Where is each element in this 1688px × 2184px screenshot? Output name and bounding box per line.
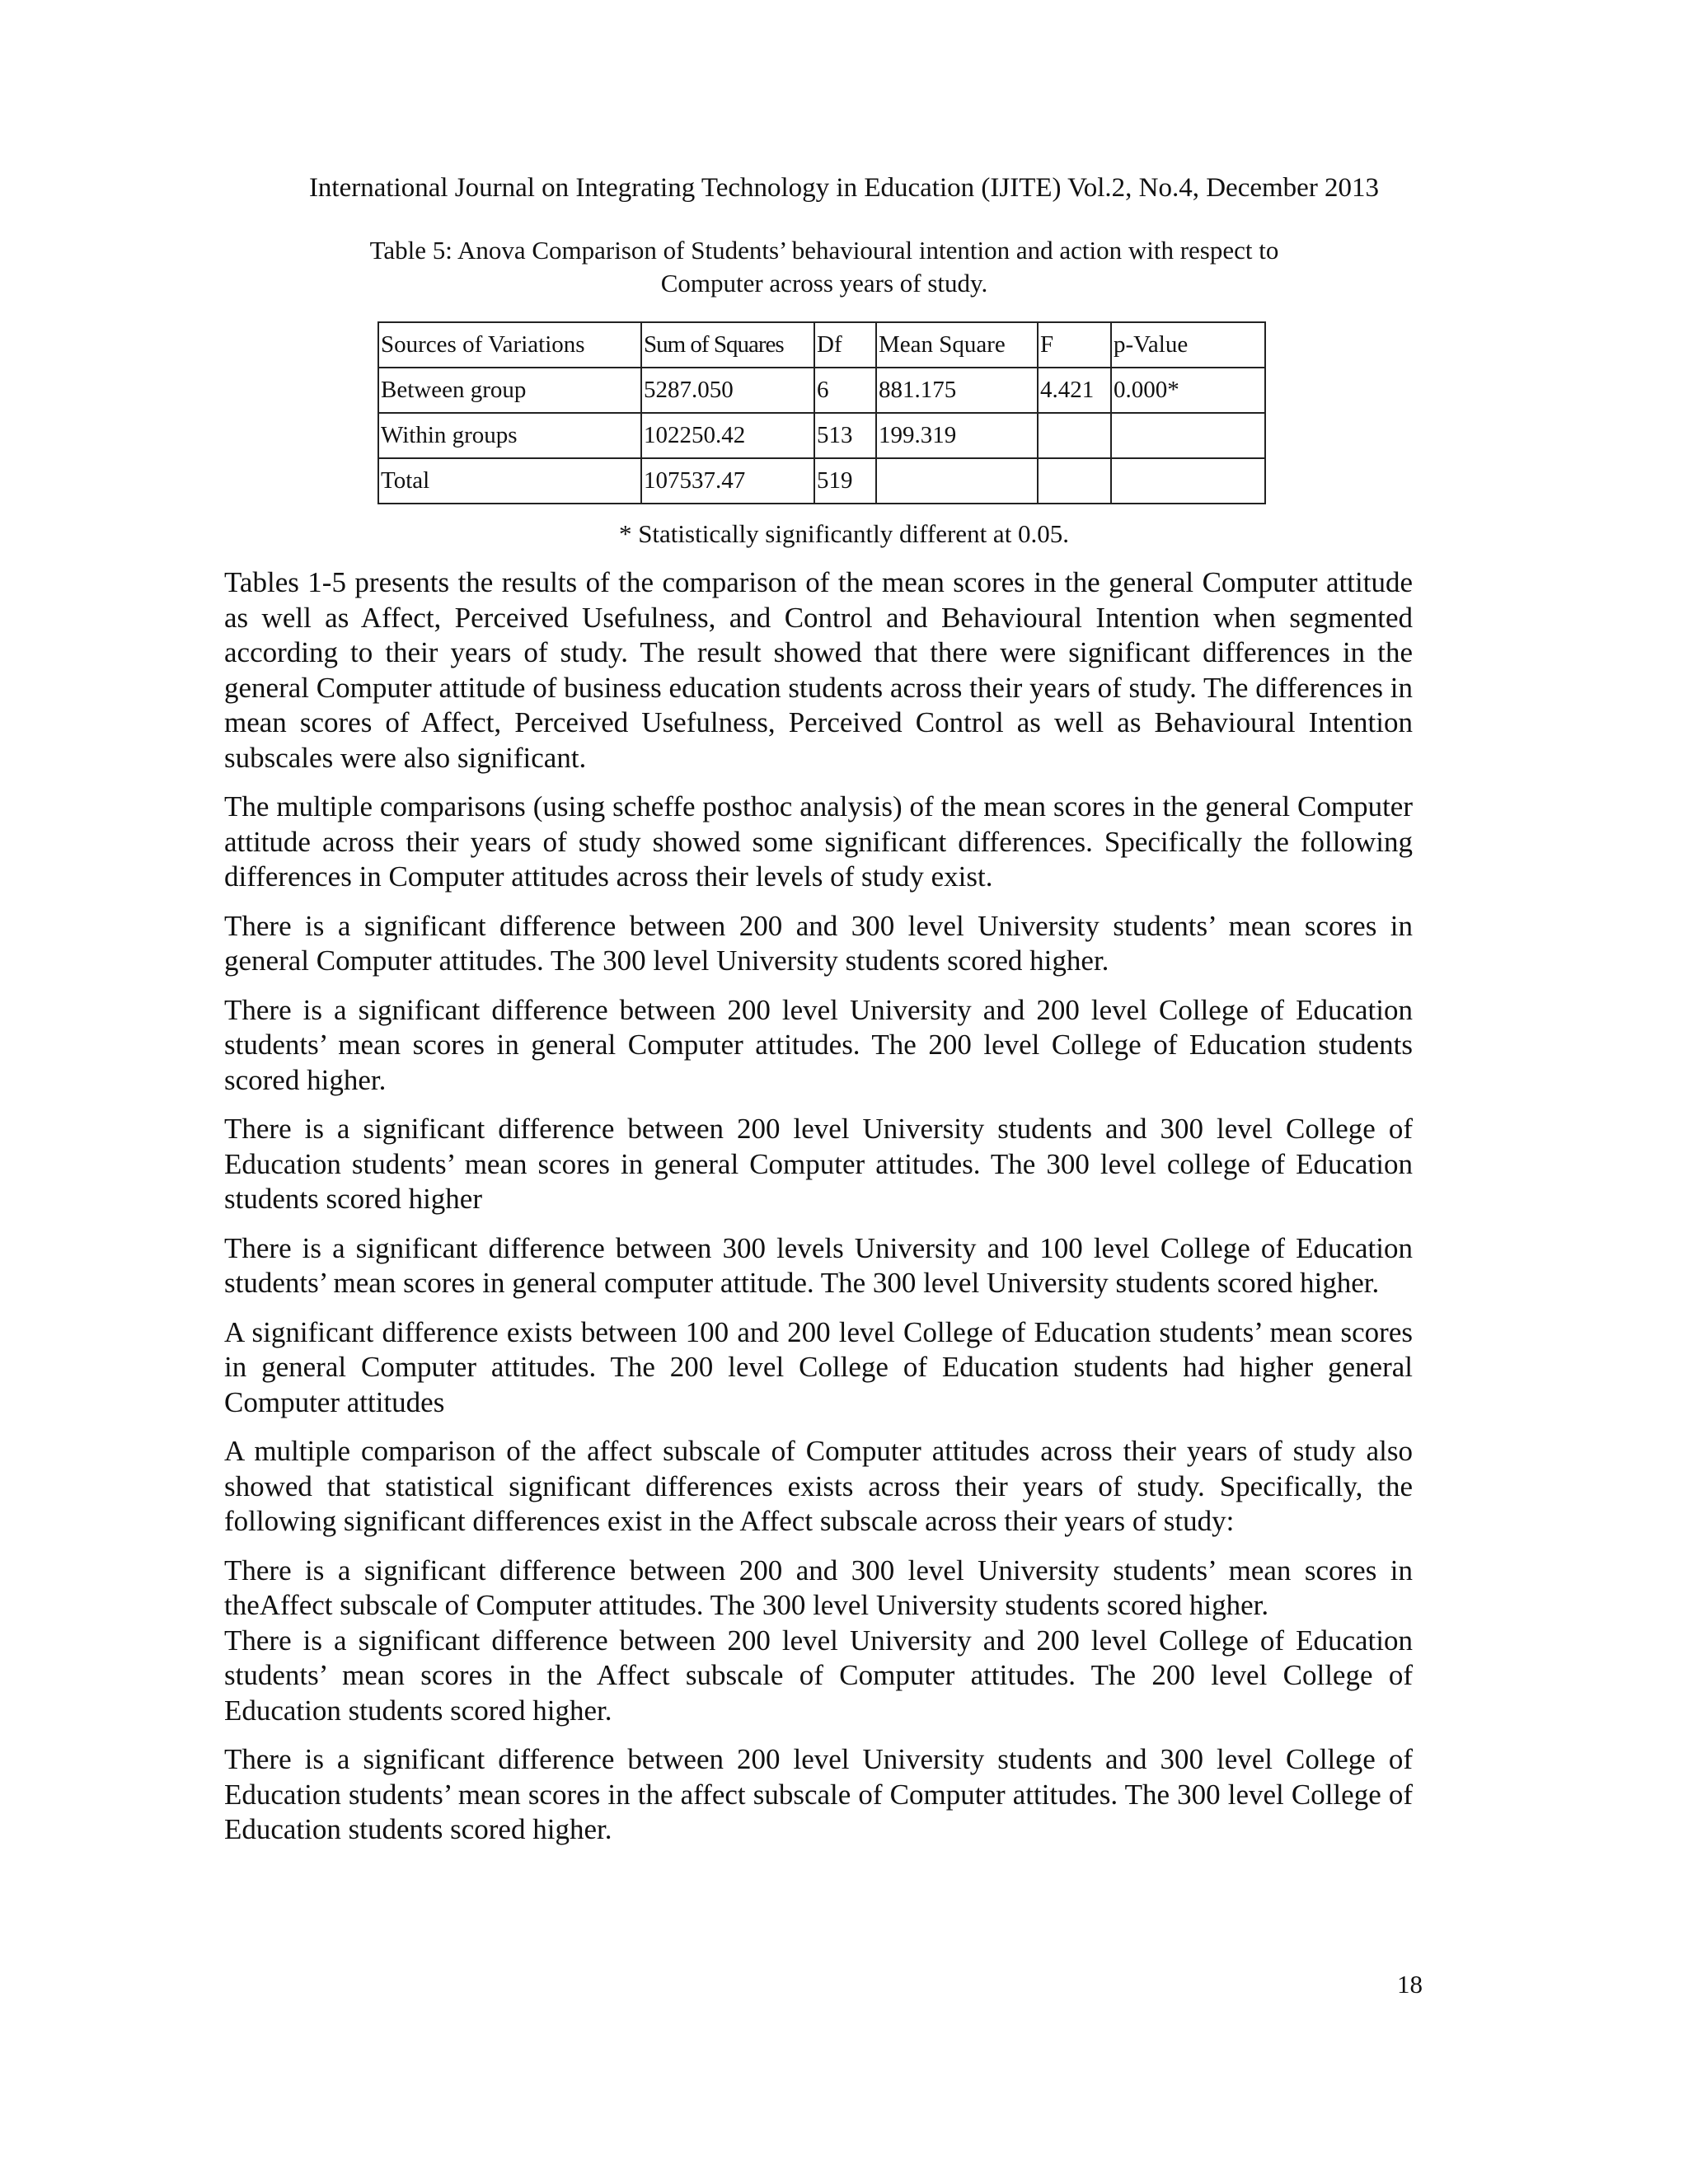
- table-cell: 513: [814, 413, 876, 458]
- paragraph: There is a significant difference between 200 and 300 level University students’ mean scores in general Computer attitudes. The 300 level University students scored higher.: [224, 909, 1413, 977]
- paragraph: There is a significant difference between 200 level University students and 300 level College of Education students’ mean scores in general Computer attitudes. The 300 level college of Education students scored higher: [224, 1113, 1413, 1215]
- column-header: Sum of Squares: [641, 322, 814, 368]
- table-cell: Between group: [378, 368, 641, 413]
- table-cell: [1038, 413, 1111, 458]
- table-row: [378, 368, 1265, 413]
- paragraph: Tables 1-5 presents the results of the comparison of the mean scores in the general Computer attitude as well as Affect, Perceived Usefulness, and Control and Behavioural Intention when segmented according to their years of study. The result showed that there were significant differences in the general Computer attitude of business education students across their years of study. The differences in mean scores of Affect, Perceived Usefulness, Perceived Control as well as Behavioural Intention subscales were also significant.: [224, 566, 1413, 774]
- table-cell: 107537.47: [641, 458, 814, 504]
- anova-table: [377, 321, 1266, 504]
- paragraph: A multiple comparison of the affect subscale of Computer attitudes across their years of study also showed that statistical significant differences exists across their years of study. Specifically, the following significant differences exist in the Affect subscale across their years of study:: [224, 1435, 1413, 1537]
- table-cell: 4.421: [1038, 368, 1111, 413]
- paragraph: There is a significant difference between 300 levels University and 100 level College of Education students’ mean scores in general computer attitude. The 300 level University students scored higher.: [224, 1231, 1413, 1299]
- column-header: Df: [814, 322, 876, 368]
- paragraph: The multiple comparisons (using scheffe posthoc analysis) of the mean scores in the general Computer attitude across their years of study showed some significant differences. Specifically the following differences in Computer attitudes across their levels of study exist.: [224, 790, 1413, 893]
- table-cell: [1111, 458, 1265, 504]
- table-footnote: * Statistically significantly different at 0.05.: [618, 519, 1070, 548]
- table-cell: [876, 458, 1038, 504]
- table-cell: Total: [378, 458, 641, 504]
- table-caption-line-2: Computer across years of study.: [660, 269, 988, 298]
- table-cell: [1111, 413, 1265, 458]
- table-cell: Within groups: [378, 413, 641, 458]
- column-header: Mean Square: [876, 322, 1038, 368]
- table-cell: 0.000*: [1111, 368, 1265, 413]
- table-header-row: [378, 322, 1265, 368]
- running-header: International Journal on Integrating Technology in Education (IJITE) Vol.2, No.4, December 2013: [308, 173, 1380, 203]
- paragraph: There is a significant difference between 200 level University and 200 level College of Education students’ mean scores in the Affect subscale of Computer attitudes. The 200 level College of Education students scored higher.: [224, 1624, 1413, 1727]
- table-cell: 102250.42: [641, 413, 814, 458]
- paragraph: There is a significant difference between 200 and 300 level University students’ mean scores in theAffect subscale of Computer attitudes. The 300 level University students scored higher.: [224, 1554, 1413, 1621]
- column-header: Sources of Variations: [378, 322, 641, 368]
- paragraph: There is a significant difference between 200 level University students and 300 level College of Education students’ mean scores in the affect subscale of Computer attitudes. The 300 level College of Education students scored higher.: [224, 1743, 1413, 1845]
- table-cell: 881.175: [876, 368, 1038, 413]
- table-row: [378, 458, 1265, 504]
- paragraph: A significant difference exists between 100 and 200 level College of Education students’ mean scores in general Computer attitudes. The 200 level College of Education students had higher general Computer attitudes: [224, 1315, 1413, 1418]
- paragraph: There is a significant difference between 200 level University and 200 level College of Education students’ mean scores in general Computer attitudes. The 200 level College of Education students scored higher.: [224, 993, 1413, 1096]
- table-cell: 199.319: [876, 413, 1038, 458]
- table-cell: 519: [814, 458, 876, 504]
- table-caption: [247, 234, 1401, 300]
- table-caption-line-1: Table 5: Anova Comparison of Students’ behavioural intention and action with respect to: [369, 236, 1279, 265]
- table-cell: [1038, 458, 1111, 504]
- table-cell: 5287.050: [641, 368, 814, 413]
- column-header: p-Value: [1111, 322, 1265, 368]
- table-cell: 6: [814, 368, 876, 413]
- page-number: 18: [1397, 1970, 1423, 1999]
- column-header: F: [1038, 322, 1111, 368]
- table-row: [378, 413, 1265, 458]
- body-text: [224, 565, 1413, 1862]
